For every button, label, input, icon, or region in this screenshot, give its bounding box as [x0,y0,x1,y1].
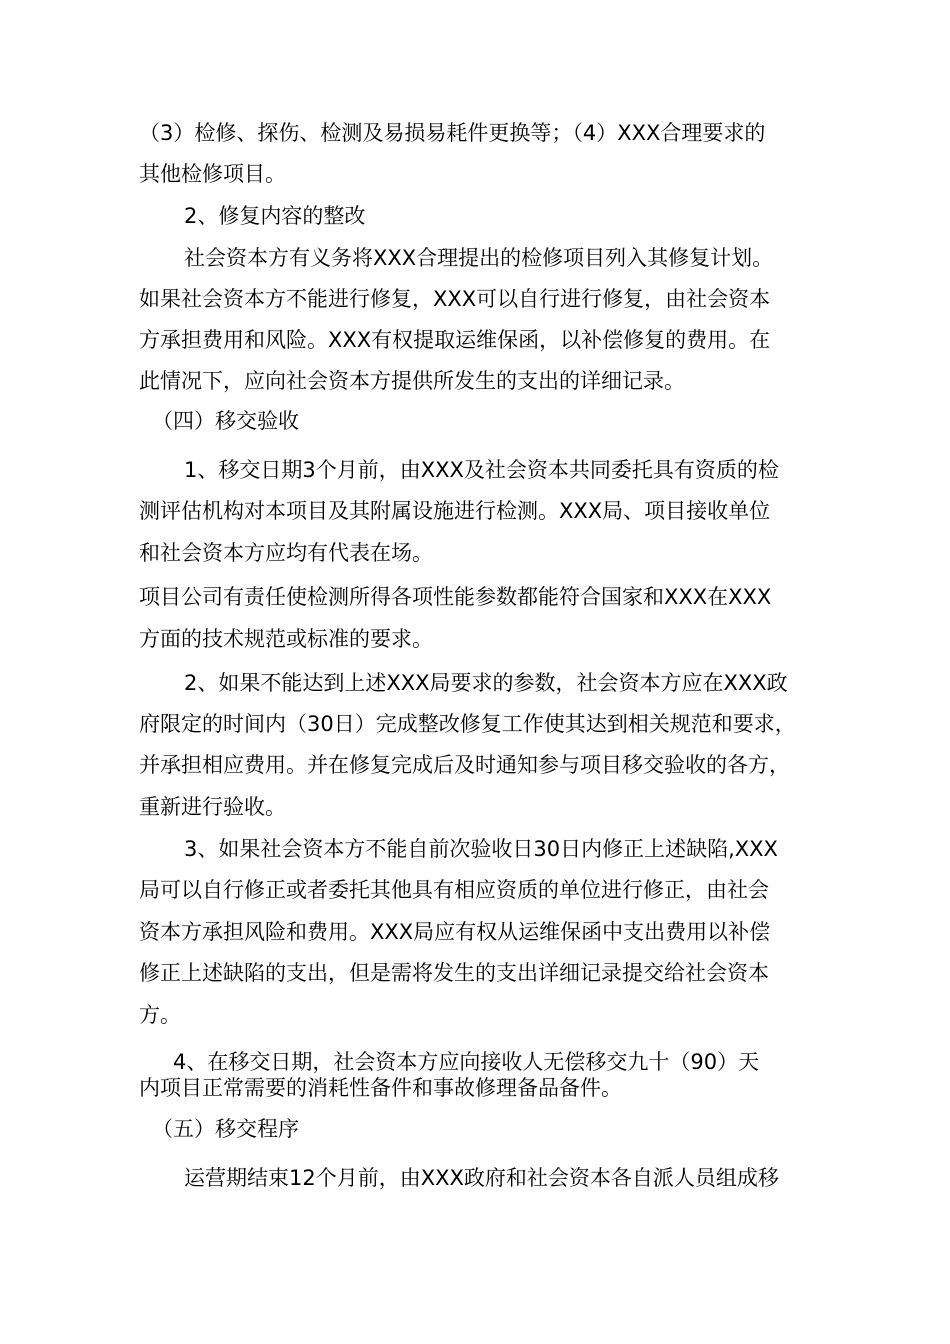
text-line-2: 其他检修项目。 [139,162,286,186]
text-line-5: 如果社会资本方不能进行修复，XXX可以自行进行修复，由社会资本 [139,287,771,311]
text-line-26: 运营期结束12个月前，由XXX政府和社会资本各自派人员组成移 [184,1166,779,1190]
text-line-1: （3）检修、探伤、检测及易损易耗件更换等；（4）XXX合理要求的 [139,121,766,145]
text-line-20: 资本方承担风险和费用。XXX局应有权从运维保函中支出费用以补偿 [139,920,771,944]
text-line-13: 方面的技术规范或标准的要求。 [139,627,433,651]
text-line-4: 社会资本方有义务将XXX合理提出的检修项目列入其修复计划。 [184,246,774,270]
section-heading-handover-procedure: （五）移交程序 [152,1117,299,1141]
text-line-11: 和社会资本方应均有代表在场。 [139,541,433,565]
text-line-14: 2、如果不能达到上述XXX局要求的参数，社会资本方应在XXX政 [184,671,788,695]
text-line-15: 府限定的时间内（30日）完成整改修复工作使其达到相关规范和要求， [139,712,796,736]
text-line-12: 项目公司有责任使检测所得各项性能参数都能符合国家和XXX在XXX [139,585,772,609]
text-line-18: 3、如果社会资本方不能自前次验收日30日内修正上述缺陷,XXX [184,837,778,861]
text-line-10: 测评估机构对本项目及其附属设施进行检测。XXX局、项目接收单位 [139,499,771,523]
text-line-6: 方承担费用和风险。XXX有权提取运维保函，以补偿修复的费用。在 [139,328,771,352]
section-heading-repair-rectification: 2、修复内容的整改 [184,204,366,228]
text-line-16: 并承担相应费用。并在修复完成后及时通知参与项目移交验收的各方， [139,753,790,777]
text-line-22: 方。 [139,1003,181,1027]
text-line-19: 局可以自行修正或者委托其他具有相应资质的单位进行修正，由社会 [139,878,769,902]
text-line-23: 4、在移交日期，社会资本方应向接收人无偿移交九十（90）天 [173,1050,760,1074]
text-line-17: 重新进行验收。 [139,795,286,819]
section-heading-handover-acceptance: （四）移交验收 [152,409,299,433]
text-line-21: 修正上述缺陷的支出，但是需将发生的支出详细记录提交给社会资本 [139,961,769,985]
text-line-24: 内项目正常需要的消耗性备件和事故修理备品备件。 [139,1076,622,1100]
text-line-9: 1、移交日期3个月前，由XXX及社会资本共同委托具有资质的检 [184,458,779,482]
text-line-7: 此情况下，应向社会资本方提供所发生的支出的详细记录。 [139,369,685,393]
